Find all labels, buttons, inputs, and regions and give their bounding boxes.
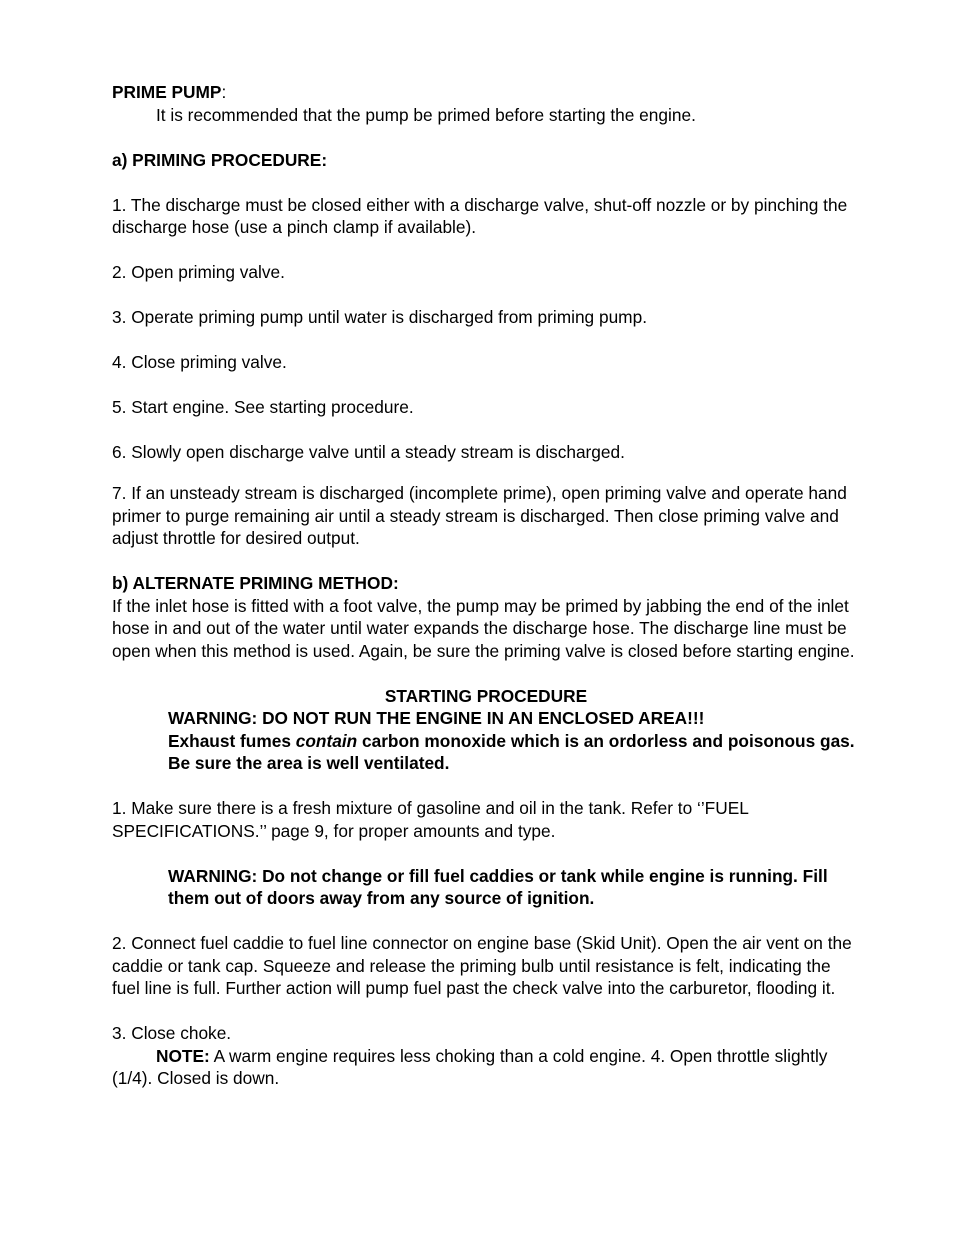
warning-enclosed-area [168, 707, 860, 775]
choke-note [112, 1045, 860, 1090]
alternate-method-text: If the inlet hose is fitted with a foot valve, the pump may be primed by jabbing the end of the inlet hose in and out of the water until water expands the discharge hose. The discharge line must be open when this method is used. Again, be sure the priming valve is closed before starting engine. [112, 595, 855, 661]
starting-step-1: 1. Make sure there is a fresh mixture of gasoline and oil in the tank. Refer to ‘’FUEL SPECIFICATIONS.’’ page 9, for proper amounts and type. [112, 798, 749, 841]
note-label: NOTE: [156, 1045, 210, 1066]
starting-step-2: 2. Connect fuel caddie to fuel line connector on engine base (Skid Unit). Open the air vent on the caddie or tank cap. Squeeze and release the priming bulb until resistance is felt, indicating the fuel line is full. Further action will pump fuel past the check valve into the carburetor, flooding it. [112, 933, 852, 998]
note-text: A warm engine requires less choking than a cold engine. 4. Open throttle slightly (1/4). Closed is down. [112, 1045, 828, 1088]
priming-step-7: 7. If an unsteady stream is discharged (incomplete prime), open priming valve and operate hand primer to purge remaining air until a steady stream is discharged. Then close priming valve and adjust throttle for desired output. [112, 483, 847, 548]
priming-procedure-heading: a) PRIMING PROCEDURE: [112, 149, 328, 170]
warning-emphasis: contain [295, 730, 358, 751]
priming-step-4: 4. Close priming valve. [112, 352, 287, 372]
alternate-method-heading: b) ALTERNATE PRIMING METHOD: [112, 573, 399, 593]
priming-step-6: 6. Slowly open discharge valve until a steady stream is discharged. [112, 442, 625, 462]
prime-pump-intro: It is recommended that the pump be primed before starting the engine. [156, 104, 696, 125]
warning-fuel-caddies: WARNING: Do not change or fill fuel caddies or tank while engine is running. Fill them out of doors away from any source of ignition. [168, 865, 828, 908]
starting-step-3: 3. Close choke. [112, 1023, 232, 1043]
priming-step-5: 5. Start engine. See starting procedure. [112, 397, 414, 417]
priming-step-2: 2. Open priming valve. [112, 262, 285, 282]
priming-step-3: 3. Operate priming pump until water is discharged from priming pump. [112, 307, 647, 327]
priming-step-1: 1. The discharge must be closed either with a discharge valve, shut-off nozzle or by pinching the discharge hose (use a pinch clamp if available). [112, 194, 848, 237]
document-page [112, 81, 860, 1090]
starting-procedure-heading: STARTING PROCEDURE [384, 685, 588, 706]
prime-pump-heading: PRIME PUMP [112, 82, 222, 102]
warning-exhaust-fumes: Exhaust fumes contain carbon monoxide which is an ordorless and poisonous gas. Be sure the area is well ventilated. [168, 730, 855, 773]
warning-enclosed-area-line1: WARNING: DO NOT RUN THE ENGINE IN AN ENCLOSED AREA!!! [168, 708, 705, 728]
prime-pump-heading-line [112, 81, 860, 104]
prime-pump-colon: : [221, 82, 227, 102]
